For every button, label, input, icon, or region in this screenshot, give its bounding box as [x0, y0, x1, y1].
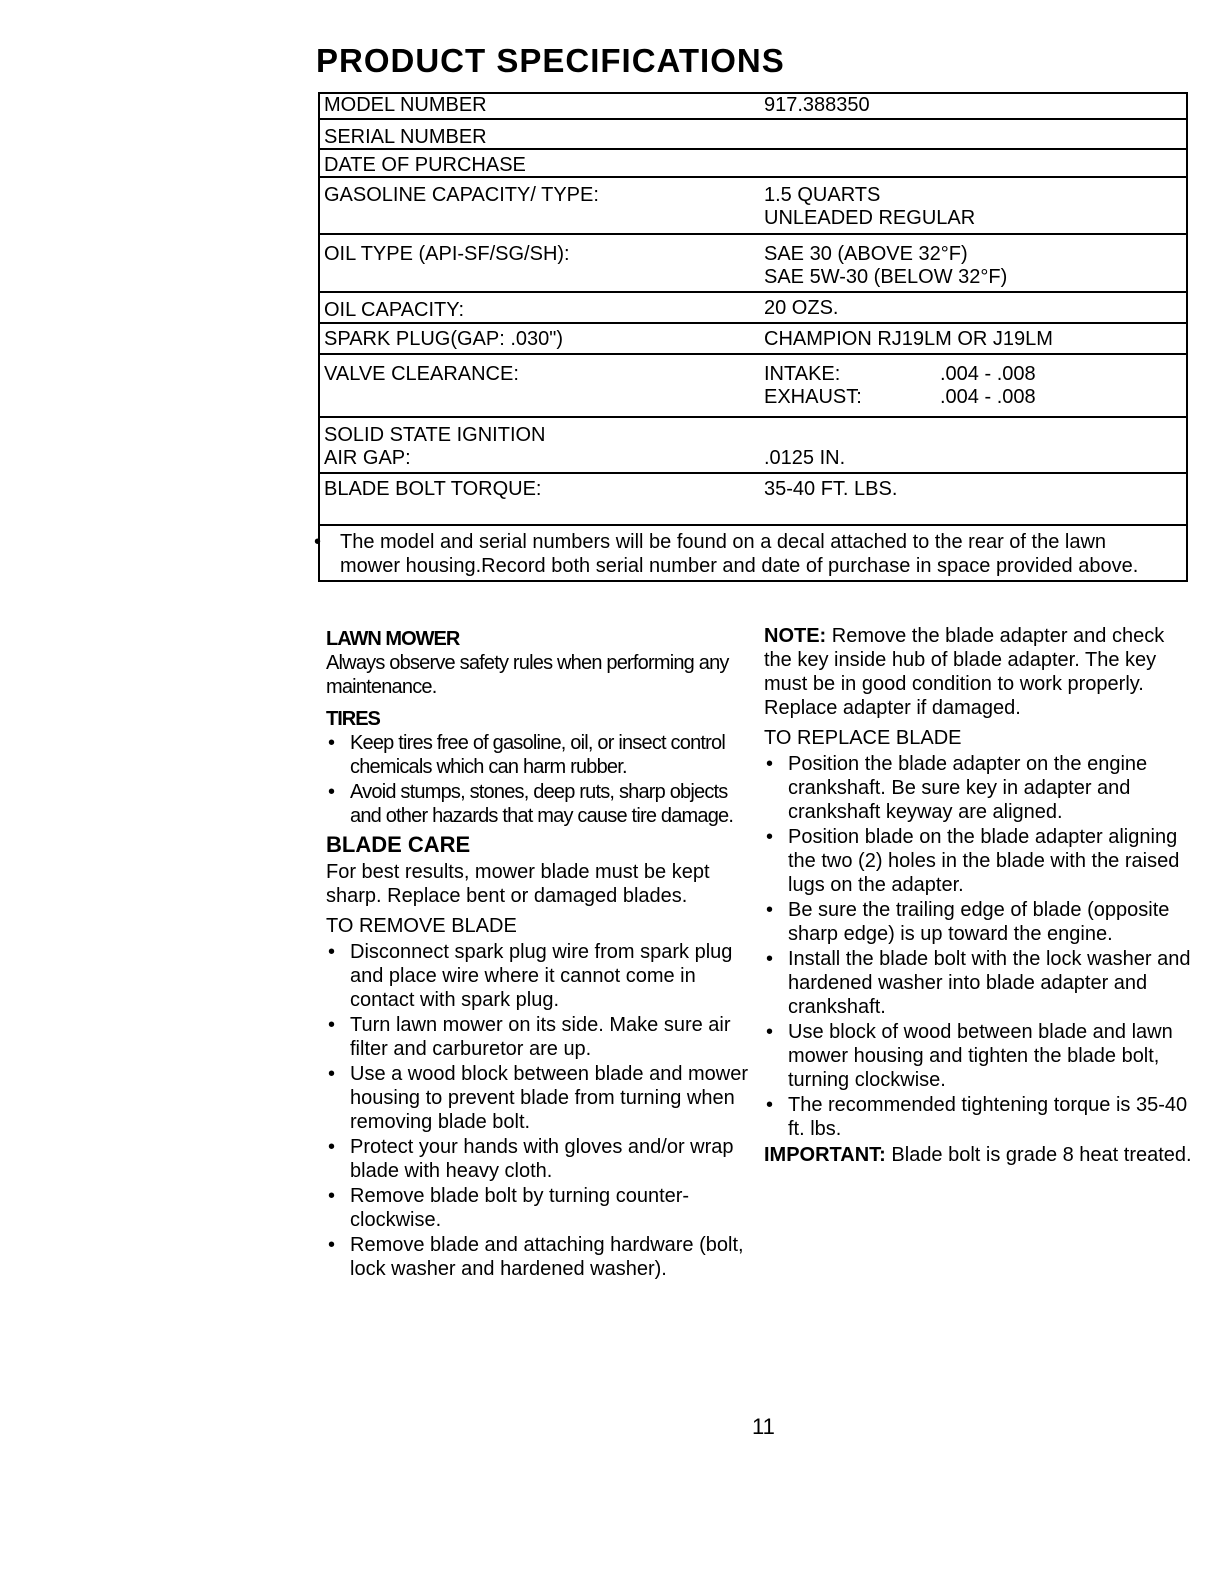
gas-value-2: UNLEADED REGULAR	[764, 207, 976, 229]
lawn-mower-text: Always observe safety rules when performing any maintenance.	[326, 652, 729, 698]
blade-care-text: For best results, mower blade must be kept sharp. Replace bent or damaged blades.	[326, 861, 710, 907]
right-column	[764, 624, 1194, 1173]
left-column	[326, 627, 756, 1283]
oil-type-label: OIL TYPE (API-SF/SG/SH):	[324, 243, 570, 265]
valve-label: VALVE CLEARANCE:	[324, 363, 519, 385]
ignition-value: .0125 IN.	[764, 447, 846, 469]
tires-list	[326, 731, 756, 828]
intake-label: INTAKE:	[764, 363, 841, 385]
note-bullet: •	[314, 531, 322, 553]
list-item: • Remove blade bolt by turning counter-clockwise.	[328, 1185, 690, 1231]
date-label: DATE OF PURCHASE	[324, 154, 526, 176]
spec-row-gasoline	[320, 178, 1186, 235]
serial-label: SERIAL NUMBER	[324, 126, 487, 148]
ignition-label-2: AIR GAP:	[324, 447, 411, 469]
spec-row-oil-type	[320, 235, 1186, 293]
replace-blade-heading: TO REPLACE BLADE	[764, 727, 962, 749]
intake-row	[764, 363, 1186, 386]
important-body: Blade bolt is grade 8 heat treated.	[891, 1144, 1192, 1166]
list-item: • Install the blade bolt with the lock washer and hardened washer into blade adapter and crankshaft.	[766, 948, 1191, 1018]
remove-blade-list	[326, 940, 756, 1281]
list-item: • Use block of wood between blade and lawn mower housing and tighten the blade bolt, turning clockwise.	[766, 1021, 1173, 1091]
replace-blade-list	[764, 752, 1194, 1141]
model-label: MODEL NUMBER	[324, 94, 487, 116]
exhaust-value: .004 - .008	[940, 386, 1036, 408]
exhaust-label: EXHAUST:	[764, 386, 862, 408]
list-item: • Turn lawn mower on its side. Make sure air filter and carburetor are up.	[328, 1014, 731, 1060]
important-paragraph	[764, 1143, 1194, 1167]
gas-label: GASOLINE CAPACITY/ TYPE:	[324, 184, 599, 206]
list-item: • Keep tires free of gasoline, oil, or insect control chemicals which can harm rubber.	[328, 732, 725, 778]
spark-plug-label: SPARK PLUG(GAP: .030")	[324, 328, 564, 350]
gas-value-1: 1.5 QUARTS	[764, 184, 881, 206]
torque-value: 35-40 FT. LBS.	[764, 478, 898, 500]
note-text: The model and serial numbers will be found on a decal attached to the rear of the lawn mower housing.Record both serial number and date of purchase in space provided above.	[340, 531, 1139, 577]
oil-capacity-label: OIL CAPACITY:	[324, 299, 465, 321]
list-item: • Use a wood block between blade and mower housing to prevent blade from turning when removing blade bolt.	[328, 1063, 749, 1133]
remove-blade-heading: TO REMOVE BLADE	[326, 915, 517, 937]
spec-row-ignition	[320, 418, 1186, 474]
list-item: • The recommended tightening torque is 35-40 ft. lbs.	[766, 1094, 1188, 1140]
spec-row-torque	[320, 474, 1186, 526]
intake-value: .004 - .008	[940, 363, 1036, 385]
page-title: PRODUCT SPECIFICATIONS	[316, 42, 785, 79]
list-item: • Protect your hands with gloves and/or wrap blade with heavy cloth.	[328, 1136, 734, 1182]
exhaust-row	[764, 386, 1186, 409]
list-item: • Position the blade adapter on the engine crankshaft. Be sure key in adapter and crankshaft keyway are aligned.	[766, 753, 1148, 823]
list-item: • Disconnect spark plug wire from spark plug and place wire where it cannot come in contact with spark plug.	[328, 941, 733, 1011]
page-number: 11	[752, 1414, 775, 1439]
spec-note	[314, 526, 1186, 580]
spec-row-date	[320, 150, 1186, 178]
tires-heading: TIRES	[326, 708, 380, 730]
list-item: • Be sure the trailing edge of blade (opposite sharp edge) is up toward the engine.	[766, 899, 1170, 945]
note-label: NOTE:	[764, 625, 827, 647]
note-paragraph	[764, 624, 1194, 720]
model-value: 917.388350	[764, 94, 870, 116]
important-label: IMPORTANT:	[764, 1144, 886, 1166]
oil-type-value-2: SAE 5W-30 (BELOW 32°F)	[764, 266, 1008, 288]
ignition-label-1: SOLID STATE IGNITION	[324, 424, 546, 446]
spec-row-serial	[320, 120, 1186, 150]
list-item: • Remove blade and attaching hardware (bolt, lock washer and hardened washer).	[328, 1234, 744, 1280]
torque-label: BLADE BOLT TORQUE:	[324, 478, 542, 500]
spec-row-valve	[320, 355, 1186, 418]
oil-type-value-1: SAE 30 (ABOVE 32°F)	[764, 243, 968, 265]
spec-row-model	[320, 94, 1186, 120]
spec-row-oil-capacity	[320, 293, 1186, 324]
list-item: • Position blade on the blade adapter aligning the two (2) holes in the blade with the raised lugs on the adapter.	[766, 826, 1180, 896]
blade-care-heading: BLADE CARE	[326, 832, 471, 857]
lawn-mower-heading: LAWN MOWER	[326, 628, 460, 650]
oil-capacity-value: 20 OZS.	[764, 297, 839, 319]
spec-row-spark-plug	[320, 324, 1186, 355]
spec-table	[314, 92, 1188, 582]
note-body: Remove the blade adapter and check the key inside hub of blade adapter. The key must be in good condition to work properly. Replace adapter if damaged.	[764, 625, 1165, 719]
spark-plug-value: CHAMPION RJ19LM OR J19LM	[764, 328, 1053, 350]
list-item: • Avoid stumps, stones, deep ruts, sharp objects and other hazards that may cause tire damage.	[328, 781, 734, 827]
